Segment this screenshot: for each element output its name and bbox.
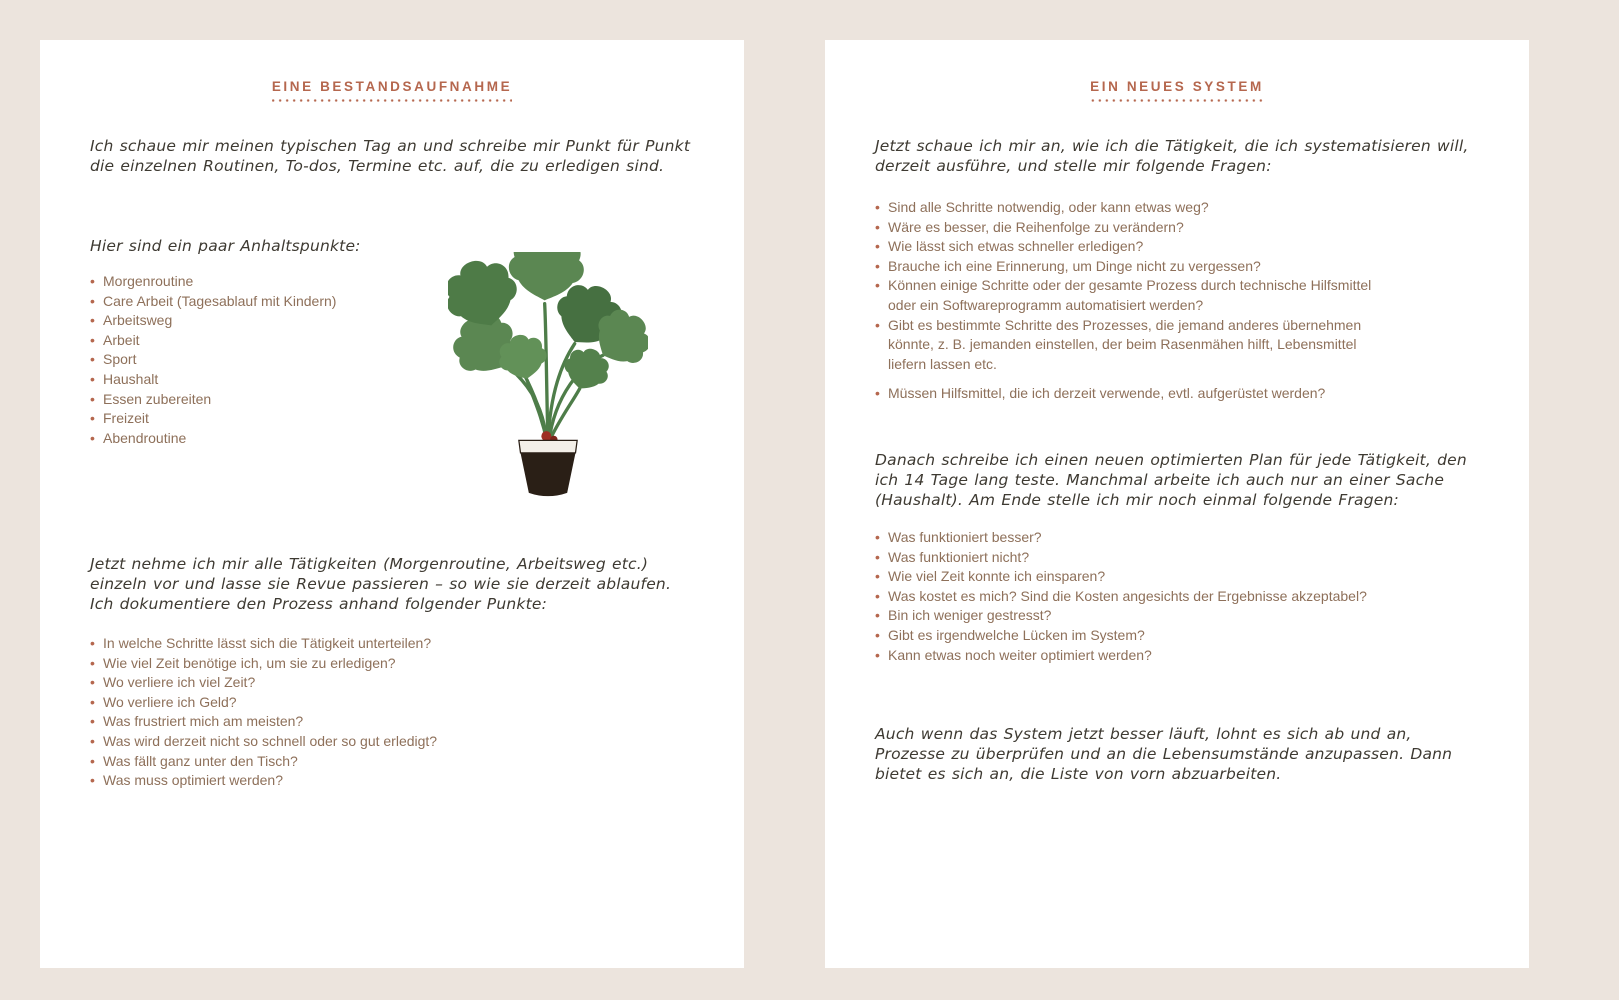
list-item: • Was frustriert mich am meisten? — [90, 712, 610, 732]
list-item: • Haushalt — [90, 370, 450, 390]
process-intro-paragraph: Jetzt nehme ich mir alle Tätigkeiten (Morgenroutine, Arbeitsweg etc.) einzeln vor und lasse sie Revue passieren – so wie sie derzeit ablaufen. Ich dokumentiere den Prozess anhand folgender Punkte: — [90, 555, 672, 613]
list-item: • Müssen Hilfsmittel, die ich derzeit verwende, evtl. aufgerüstet werden? — [875, 384, 1380, 404]
checkpoint-list — [90, 272, 450, 448]
list-item: • Wie lässt sich etwas schneller erledigen? — [875, 237, 1380, 257]
list-item: • In welche Schritte lässt sich die Tätigkeit unterteilen? — [90, 634, 610, 654]
list-item: • Wie viel Zeit benötige ich, um sie zu erledigen? — [90, 654, 610, 674]
list-item: • Arbeitsweg — [90, 311, 450, 331]
title-underline-dots — [1090, 99, 1264, 102]
list-item: • Freizeit — [90, 409, 450, 429]
list-item: • Brauche ich eine Erinnerung, um Dinge nicht zu vergessen? — [875, 257, 1380, 277]
process-question-list — [90, 634, 610, 791]
page-title: EIN NEUES SYSTEM — [1090, 79, 1264, 94]
plan-paragraph: Danach schreibe ich einen neuen optimierten Plan für jede Tätigkeit, den ich 14 Tage lang teste. Manchmal arbeite ich auch nur an einer Sache (Haushalt). Am Ende stelle ich mir noch einmal folgende Fragen: — [875, 451, 1467, 509]
review-question-list — [875, 528, 1395, 665]
list-item: • Gibt es irgendwelche Lücken im System? — [875, 626, 1395, 646]
hint-label: Hier sind ein paar Anhaltspunkte: — [90, 237, 361, 255]
list-item: • Können einige Schritte oder der gesamte Prozess durch technische Hilfsmittel oder ein Softwareprogramm automatisiert werden? — [875, 276, 1380, 315]
right-page-header — [875, 78, 1479, 102]
list-item: • Sport — [90, 350, 450, 370]
left-page-header — [90, 78, 694, 102]
list-item: • Was wird derzeit nicht so schnell oder so gut erledigt? — [90, 732, 610, 752]
system-question-list — [875, 198, 1380, 404]
list-item: • Was funktioniert besser? — [875, 528, 1395, 548]
plant-icon — [448, 252, 648, 502]
list-item: • Wäre es besser, die Reihenfolge zu verändern? — [875, 218, 1380, 238]
page-title: EINE BESTANDSAUFNAHME — [271, 79, 513, 94]
list-item: • Wo verliere ich Geld? — [90, 693, 610, 713]
list-item: • Bin ich weniger gestresst? — [875, 606, 1395, 626]
list-item: • Was kostet es mich? Sind die Kosten angesichts der Ergebnisse akzeptabel? — [875, 587, 1395, 607]
list-item: • Wie viel Zeit konnte ich einsparen? — [875, 567, 1395, 587]
list-item: • Sind alle Schritte notwendig, oder kann etwas weg? — [875, 198, 1380, 218]
list-item: • Abendroutine — [90, 429, 450, 449]
list-item: • Care Arbeit (Tagesablauf mit Kindern) — [90, 292, 450, 312]
list-item: • Morgenroutine — [90, 272, 450, 292]
list-item: • Gibt es bestimmte Schritte des Prozesses, die jemand anderes übernehmen könnte, z. B. jemanden einstellen, der beim Rasenmähen hilft, Lebensmittel liefern lassen etc. — [875, 316, 1380, 375]
list-item: • Was muss optimiert werden? — [90, 771, 610, 791]
left-page — [40, 40, 744, 968]
list-item: • Was funktioniert nicht? — [875, 548, 1395, 568]
closing-paragraph: Auch wenn das System jetzt besser läuft, lohnt es sich ab und an, Prozesse zu überprüfen und an die Lebensumstände anzupassen. Dann bietet es sich an, die Liste von vorn abzuarbeiten. — [875, 725, 1453, 783]
intro-paragraph: Jetzt schaue ich mir an, wie ich die Tätigkeit, die ich systematisieren will, derzeit ausführe, und stelle mir folgende Fragen: — [875, 137, 1469, 175]
potted-plant-illustration — [448, 252, 648, 502]
list-item: • Kann etwas noch weiter optimiert werden? — [875, 646, 1395, 666]
list-item: • Arbeit — [90, 331, 450, 351]
list-item: • Was fällt ganz unter den Tisch? — [90, 752, 610, 772]
intro-paragraph: Ich schaue mir meinen typischen Tag an und schreibe mir Punkt für Punkt die einzelnen Routinen, To-dos, Termine etc. auf, die zu erledigen sind. — [90, 137, 691, 175]
right-page — [825, 40, 1529, 968]
list-item: • Wo verliere ich viel Zeit? — [90, 673, 610, 693]
title-underline-dots — [272, 99, 512, 102]
list-item: • Essen zubereiten — [90, 390, 450, 410]
